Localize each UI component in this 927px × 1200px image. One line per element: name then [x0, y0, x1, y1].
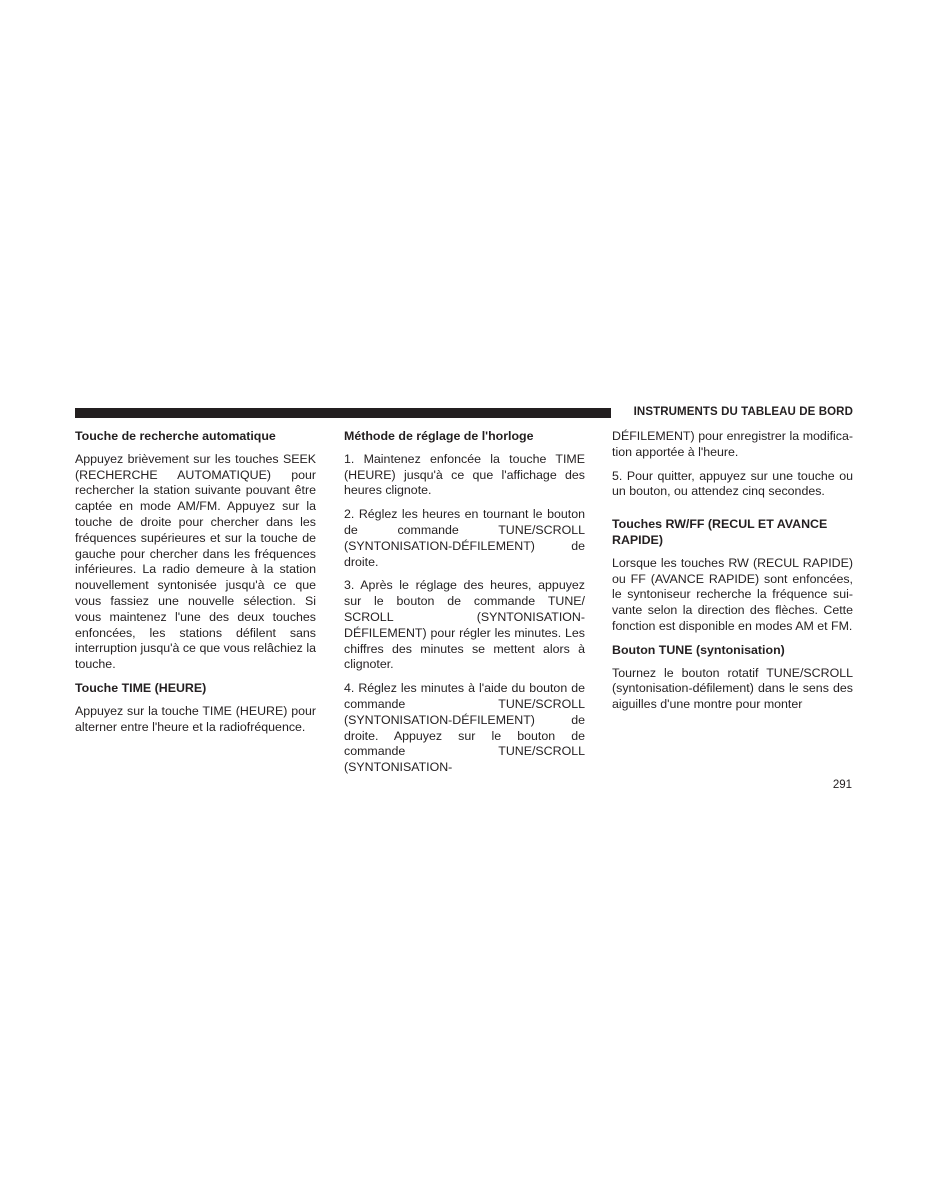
heading-clock-setting: Méthode de réglage de l'horloge — [344, 429, 534, 443]
clock-step-4-continuation: DÉFILEMENT) pour enregistrer la modification apportée à l'heure. — [612, 429, 853, 459]
heading-rw-ff: Touches RW/FF (RECUL ET AVANCE RAPIDE) — [612, 517, 828, 547]
clock-step-4: 4. Réglez les minutes à l'aide du bouton de commande TUNE/SCROLL (SYNTONISATION-DÉFILEMENT) de droite. Appuyez sur le bouton de commande TUNE/SCROLL (SYNTONISATION- — [344, 681, 585, 775]
paragraph-tune: Tournez le bouton rotatif TUNE/SCROLL (syntonisation-défilement) dans le sens des aiguilles d'une montre pour monter — [612, 665, 853, 712]
clock-step-1: 1. Maintenez enfoncée la touche TIME (HEURE) jusqu'à ce que l'affichage des heures clignote. — [344, 451, 585, 498]
clock-step-5: 5. Pour quitter, appuyez sur une touche ou un bouton, ou attendez cinq secondes. — [612, 468, 853, 499]
paragraph-rw-ff: Lorsque les touches RW (RECUL RAPIDE) ou FF (AVANCE RAPIDE) sont enfoncées, le syntoniseur recherche la fréquence suivante selon la direction des flèches. Cette fonction est disponible en modes AM et FM. — [612, 555, 853, 633]
column-right — [612, 429, 853, 721]
clock-step-3: 3. Après le réglage des heures, appuyez sur le bouton de commande TUNE/ SCROLL (SYNTONISATION-DÉFILEMENT) pour régler les minutes. Les chiffres des minutes se mettent alors à clignoter. — [344, 578, 585, 672]
section-title: INSTRUMENTS DU TABLEAU DE BORD — [633, 406, 853, 418]
column-middle — [344, 429, 585, 784]
section-header-bar — [75, 408, 611, 418]
heading-time: Touche TIME (HEURE) — [75, 680, 207, 695]
heading-seek: Touche de recherche automatique — [75, 429, 276, 443]
heading-tune: Bouton TUNE (syntonisation) — [612, 642, 785, 657]
paragraph-time: Appuyez sur la touche TIME (HEURE) pour alterner entre l'heure et la radiofréquence. — [75, 703, 316, 734]
paragraph-seek: Appuyez brièvement sur les touches SEEK (RECHERCHE AUTOMATIQUE) pour rechercher la station suivante pouvant être captée en mode AM/FM. Appuyez sur la touche de droite pour chercher dans les fréquences supérieures et sur la touche de gauche pour chercher dans les fréquences inférieures. La radio demeure à la station nouvellement syntonisée jusqu'à ce que vous fassiez une nouvelle sélection. Si vous maintenez l'une des deux touches enfoncées, les stations défilent sans interruption jusqu'à ce que vous relâchiez la touche. — [75, 451, 316, 672]
page-number: 291 — [832, 779, 852, 791]
clock-step-2: 2. Réglez les heures en tournant le bouton de commande TUNE/SCROLL (SYNTONISATION-DÉFILEMENT) de droite. — [344, 507, 585, 569]
column-left — [75, 429, 316, 743]
